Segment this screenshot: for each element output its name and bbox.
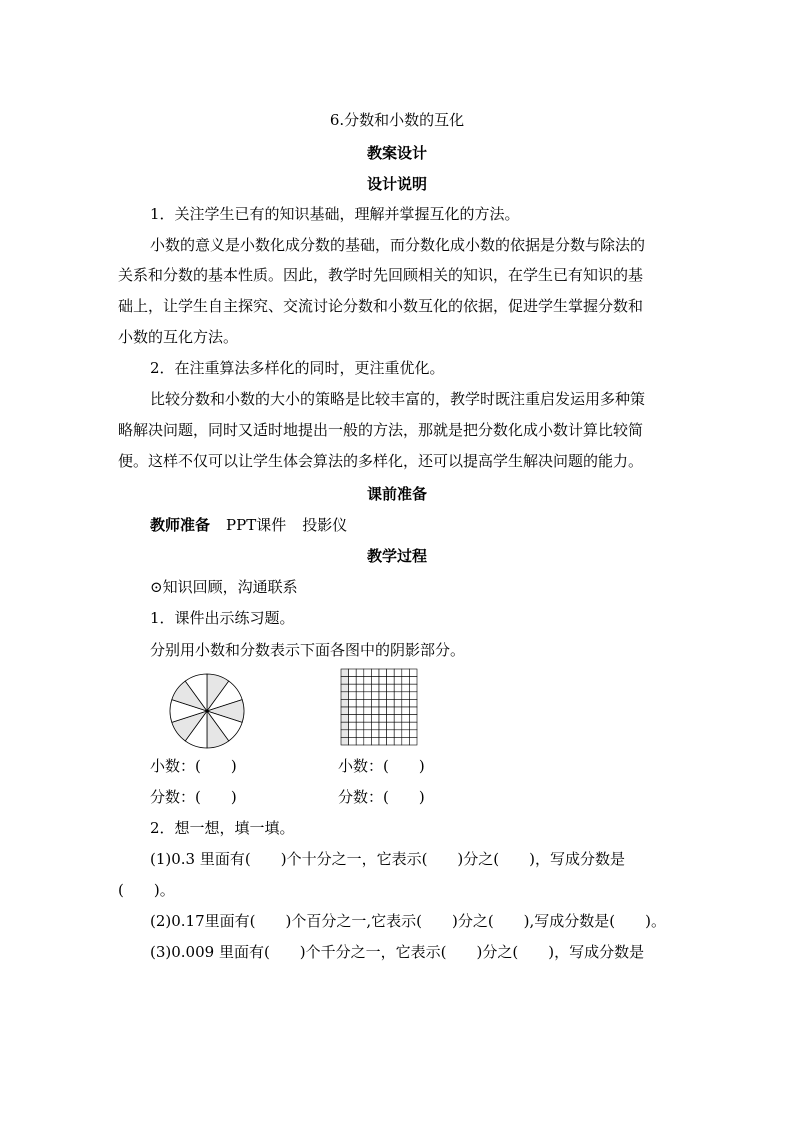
grid-cell bbox=[364, 730, 372, 738]
paragraph-line: 小数的意义是小数化成分数的基础，而分数化成小数的依据是分数与除法的 bbox=[150, 236, 646, 254]
prep-heading: 课前准备 bbox=[366, 485, 427, 503]
grid-cell bbox=[394, 722, 402, 730]
grid-cell bbox=[379, 677, 387, 685]
grid-cell bbox=[371, 737, 379, 745]
grid-cell bbox=[364, 677, 372, 685]
instruction: 分别用小数和分数表示下面各图中的阴影部分。 bbox=[150, 641, 466, 659]
grid-cell bbox=[409, 730, 417, 738]
grid-cell bbox=[394, 715, 402, 723]
process-heading: 教学过程 bbox=[366, 547, 427, 565]
paragraph-line: 关系和分数的基本性质。因此，教学时先回顾相关的知识，在学生已有知识的基 bbox=[118, 266, 644, 284]
grid-cell bbox=[387, 677, 395, 685]
fig1-fraction-label: 分数：( ) bbox=[150, 788, 237, 806]
grid-cell bbox=[387, 722, 395, 730]
grid-cell bbox=[402, 692, 410, 700]
grid-cell bbox=[387, 730, 395, 738]
grid-cell bbox=[356, 684, 364, 692]
fig1-decimal-label: 小数：( ) bbox=[150, 757, 237, 775]
grid-cell bbox=[364, 669, 372, 677]
grid-cell bbox=[402, 699, 410, 707]
paragraph-line: 础上，让学生自主探究、交流讨论分数和小数互化的依据，促进学生掌握分数和 bbox=[118, 297, 644, 315]
grid-cell bbox=[387, 684, 395, 692]
grid-cell bbox=[409, 699, 417, 707]
grid-cell bbox=[371, 707, 379, 715]
grid-cell bbox=[379, 669, 387, 677]
grid-cell bbox=[409, 692, 417, 700]
grid-cell bbox=[409, 722, 417, 730]
grid-cell bbox=[349, 677, 357, 685]
grid-cell bbox=[356, 699, 364, 707]
grid-cell bbox=[349, 730, 357, 738]
grid-cell bbox=[379, 699, 387, 707]
grid-cell bbox=[409, 677, 417, 685]
question-2: (2)0.17里面有( )个百分之一,它表示( )分之( ),写成分数是( )。 bbox=[150, 912, 667, 930]
grid-cell bbox=[364, 699, 372, 707]
grid-cell bbox=[409, 669, 417, 677]
grid-cell bbox=[349, 699, 357, 707]
grid-cell bbox=[349, 715, 357, 723]
prep-line bbox=[150, 515, 347, 535]
grid-cell bbox=[402, 707, 410, 715]
grid-cell bbox=[356, 669, 364, 677]
grid-cell bbox=[379, 715, 387, 723]
grid-cell bbox=[371, 730, 379, 738]
grid-cell bbox=[409, 737, 417, 745]
question-3: (3)0.009 里面有( )个千分之一，它表示( )分之( )，写成分数是 bbox=[150, 943, 645, 961]
fig2-fraction-label: 分数：( ) bbox=[338, 788, 425, 806]
question-1-continuation: ( )。 bbox=[118, 881, 175, 899]
grid-cell bbox=[387, 737, 395, 745]
circle-figure bbox=[168, 672, 246, 750]
grid-cell bbox=[356, 677, 364, 685]
grid-cell bbox=[394, 692, 402, 700]
grid-cell bbox=[379, 707, 387, 715]
grid-cell bbox=[409, 715, 417, 723]
grid-cell bbox=[356, 730, 364, 738]
grid-cell bbox=[356, 707, 364, 715]
grid-cell bbox=[364, 715, 372, 723]
grid-cell bbox=[402, 737, 410, 745]
section-knowledge-review: ⊙知识回顾，沟通联系 bbox=[150, 578, 298, 596]
question-1: (1)0.3 里面有( )个十分之一，它表示( )分之( )，写成分数是 bbox=[150, 850, 625, 868]
grid-cell bbox=[364, 684, 372, 692]
shaded-grid-cell bbox=[341, 737, 349, 745]
shaded-grid-cell bbox=[341, 722, 349, 730]
grid-cell bbox=[394, 677, 402, 685]
shaded-grid-cell bbox=[341, 730, 349, 738]
paragraph-line: 小数的互化方法。 bbox=[118, 328, 239, 346]
grid-cell bbox=[394, 737, 402, 745]
grid-cell bbox=[394, 669, 402, 677]
grid-cell bbox=[371, 722, 379, 730]
grid-cell bbox=[371, 669, 379, 677]
shaded-grid-cell bbox=[341, 669, 349, 677]
grid-cell bbox=[349, 722, 357, 730]
grid-cell bbox=[402, 684, 410, 692]
shaded-grid-cell bbox=[341, 715, 349, 723]
design-heading: 设计说明 bbox=[366, 175, 427, 193]
grid-cell bbox=[349, 692, 357, 700]
prep-label: 教师准备 bbox=[150, 516, 211, 534]
paragraph-line: 略解决问题，同时又适时地提出一般的方法，那就是把分数化成小数计算比较简 bbox=[118, 421, 644, 439]
shaded-grid-cell bbox=[341, 692, 349, 700]
grid-cell bbox=[387, 707, 395, 715]
design-item-1-title: 1．关注学生已有的知识基础，理解并掌握互化的方法。 bbox=[150, 205, 520, 223]
grid-cell bbox=[387, 715, 395, 723]
grid-cell bbox=[379, 722, 387, 730]
grid-cell bbox=[394, 707, 402, 715]
paragraph-line: 便。这样不仅可以让学生体会算法的多样化，还可以提高学生解决问题的能力。 bbox=[118, 452, 644, 470]
grid-cell bbox=[371, 684, 379, 692]
grid-cell bbox=[387, 699, 395, 707]
fig2-decimal-label: 小数：( ) bbox=[338, 757, 425, 775]
grid-cell bbox=[371, 699, 379, 707]
grid-cell bbox=[364, 722, 372, 730]
grid-cell bbox=[349, 669, 357, 677]
grid-cell bbox=[379, 692, 387, 700]
grid-cell bbox=[402, 722, 410, 730]
grid-cell bbox=[356, 737, 364, 745]
shaded-grid-cell bbox=[341, 707, 349, 715]
grid-cell bbox=[387, 692, 395, 700]
step-1: 1．课件出示练习题。 bbox=[150, 609, 295, 627]
grid-figure bbox=[340, 668, 418, 746]
grid-cell bbox=[402, 730, 410, 738]
grid-cell bbox=[356, 722, 364, 730]
grid-cell bbox=[371, 715, 379, 723]
prep-item: PPT课件 bbox=[226, 516, 287, 534]
grid-cell bbox=[364, 737, 372, 745]
shaded-grid-cell bbox=[341, 677, 349, 685]
grid-cell bbox=[394, 684, 402, 692]
prep-item: 投影仪 bbox=[302, 516, 348, 534]
grid-cell bbox=[409, 684, 417, 692]
grid-cell bbox=[356, 692, 364, 700]
grid-cell bbox=[394, 730, 402, 738]
grid-cell bbox=[364, 707, 372, 715]
grid-cell bbox=[371, 677, 379, 685]
grid-cell bbox=[379, 730, 387, 738]
grid-cell bbox=[409, 707, 417, 715]
design-item-2-title: 2．在注重算法多样化的同时，更注重优化。 bbox=[150, 359, 445, 377]
grid-cell bbox=[402, 677, 410, 685]
step-2: 2．想一想，填一填。 bbox=[150, 819, 295, 837]
grid-cell bbox=[364, 692, 372, 700]
grid-cell bbox=[349, 737, 357, 745]
grid-cell bbox=[402, 715, 410, 723]
grid-cell bbox=[379, 737, 387, 745]
shaded-grid-cell bbox=[341, 699, 349, 707]
grid-cell bbox=[349, 707, 357, 715]
lesson-title: 6.分数和小数的互化 bbox=[329, 111, 465, 129]
grid-cell bbox=[371, 692, 379, 700]
grid-cell bbox=[349, 684, 357, 692]
grid-cell bbox=[394, 699, 402, 707]
paragraph-line: 比较分数和小数的大小的策略是比较丰富的，教学时既注重启发运用多种策 bbox=[150, 390, 646, 408]
grid-cell bbox=[379, 684, 387, 692]
subtitle: 教案设计 bbox=[366, 144, 427, 162]
grid-cell bbox=[402, 669, 410, 677]
shaded-grid-cell bbox=[341, 684, 349, 692]
grid-cell bbox=[356, 715, 364, 723]
grid-cell bbox=[387, 669, 395, 677]
